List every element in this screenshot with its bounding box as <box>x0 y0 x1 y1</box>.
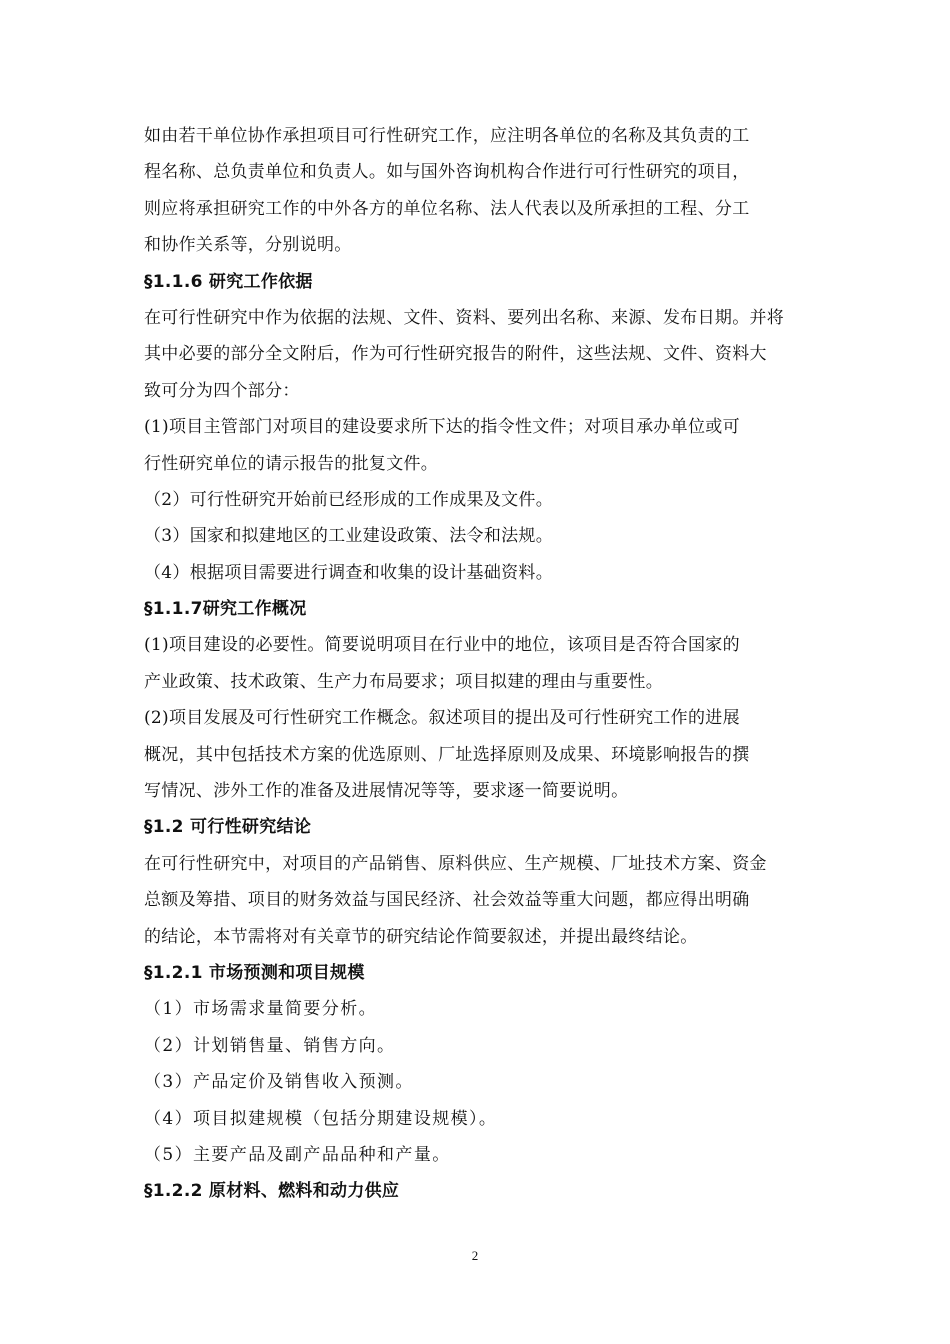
list-item: （3）产品定价及销售收入预测。 <box>144 1072 414 1093</box>
list-item: (1)项目建设的必要性。简要说明项目在行业中的地位，该项目是否符合国家的 <box>144 635 740 656</box>
paragraph-line: 和协作关系等，分别说明。 <box>144 235 352 256</box>
section-heading: §1.1.7研究工作概况 <box>144 599 307 620</box>
paragraph-line: 则应将承担研究工作的中外各方的单位名称、法人代表以及所承担的工程、分工 <box>144 198 750 219</box>
paragraph-line: 概况，其中包括技术方案的优选原则、厂址选择原则及成果、环境影响报告的撰 <box>144 744 750 765</box>
document-body <box>144 118 812 1210</box>
paragraph-line: 其中必要的部分全文附后，作为可行性研究报告的附件，这些法规、文件、资料大 <box>144 344 767 365</box>
list-item: （5）主要产品及副产品品种和产量。 <box>144 1144 451 1165</box>
paragraph-line: 写情况、涉外工作的准备及进展情况等等，要求逐一简要说明。 <box>144 781 629 802</box>
list-item: (2)项目发展及可行性研究工作概念。叙述项目的提出及可行性研究工作的进展 <box>144 708 740 729</box>
paragraph-line: 程名称、总负责单位和负责人。如与国外咨询机构合作进行可行性研究的项目， <box>144 162 750 183</box>
section-heading: §1.2.2 原材料、燃料和动力供应 <box>144 1181 400 1202</box>
list-item: (1)项目主管部门对项目的建设要求所下达的指令性文件；对项目承办单位或可 <box>144 417 740 438</box>
section-heading: §1.2 可行性研究结论 <box>144 817 312 838</box>
list-item: （4）根据项目需要进行调查和收集的设计基础资料。 <box>144 562 554 583</box>
paragraph-line: 的结论，本节需将对有关章节的研究结论作简要叙述，并提出最终结论。 <box>144 926 698 947</box>
paragraph-line: 产业政策、技术政策、生产力布局要求；项目拟建的理由与重要性。 <box>144 671 663 692</box>
paragraph-line: 行性研究单位的请示报告的批复文件。 <box>144 453 439 474</box>
paragraph-line: 致可分为四个部分： <box>144 380 300 401</box>
paragraph-line: 总额及筹措、项目的财务效益与国民经济、社会效益等重大问题，都应得出明确 <box>144 890 750 911</box>
list-item: （1）市场需求量简要分析。 <box>144 999 378 1020</box>
page-number: 2 <box>471 1248 479 1263</box>
list-item: （3）国家和拟建地区的工业建设政策、法令和法规。 <box>144 526 554 547</box>
paragraph-line: 在可行性研究中，对项目的产品销售、原料供应、生产规模、厂址技术方案、资金 <box>144 853 767 874</box>
list-item: （2）计划销售量、销售方向。 <box>144 1035 396 1056</box>
section-heading: §1.2.1 市场预测和项目规模 <box>144 962 365 983</box>
paragraph-line: 在可行性研究中作为依据的法规、文件、资料、要列出名称、来源、发布日期。并将 <box>144 307 785 328</box>
list-item: （2）可行性研究开始前已经形成的工作成果及文件。 <box>144 489 554 510</box>
paragraph-line: 如由若干单位协作承担项目可行性研究工作，应注明各单位的名称及其负责的工 <box>144 126 750 146</box>
list-item: （4）项目拟建规模（包括分期建设规模）。 <box>144 1108 498 1129</box>
section-heading: §1.1.6 研究工作依据 <box>144 271 313 292</box>
